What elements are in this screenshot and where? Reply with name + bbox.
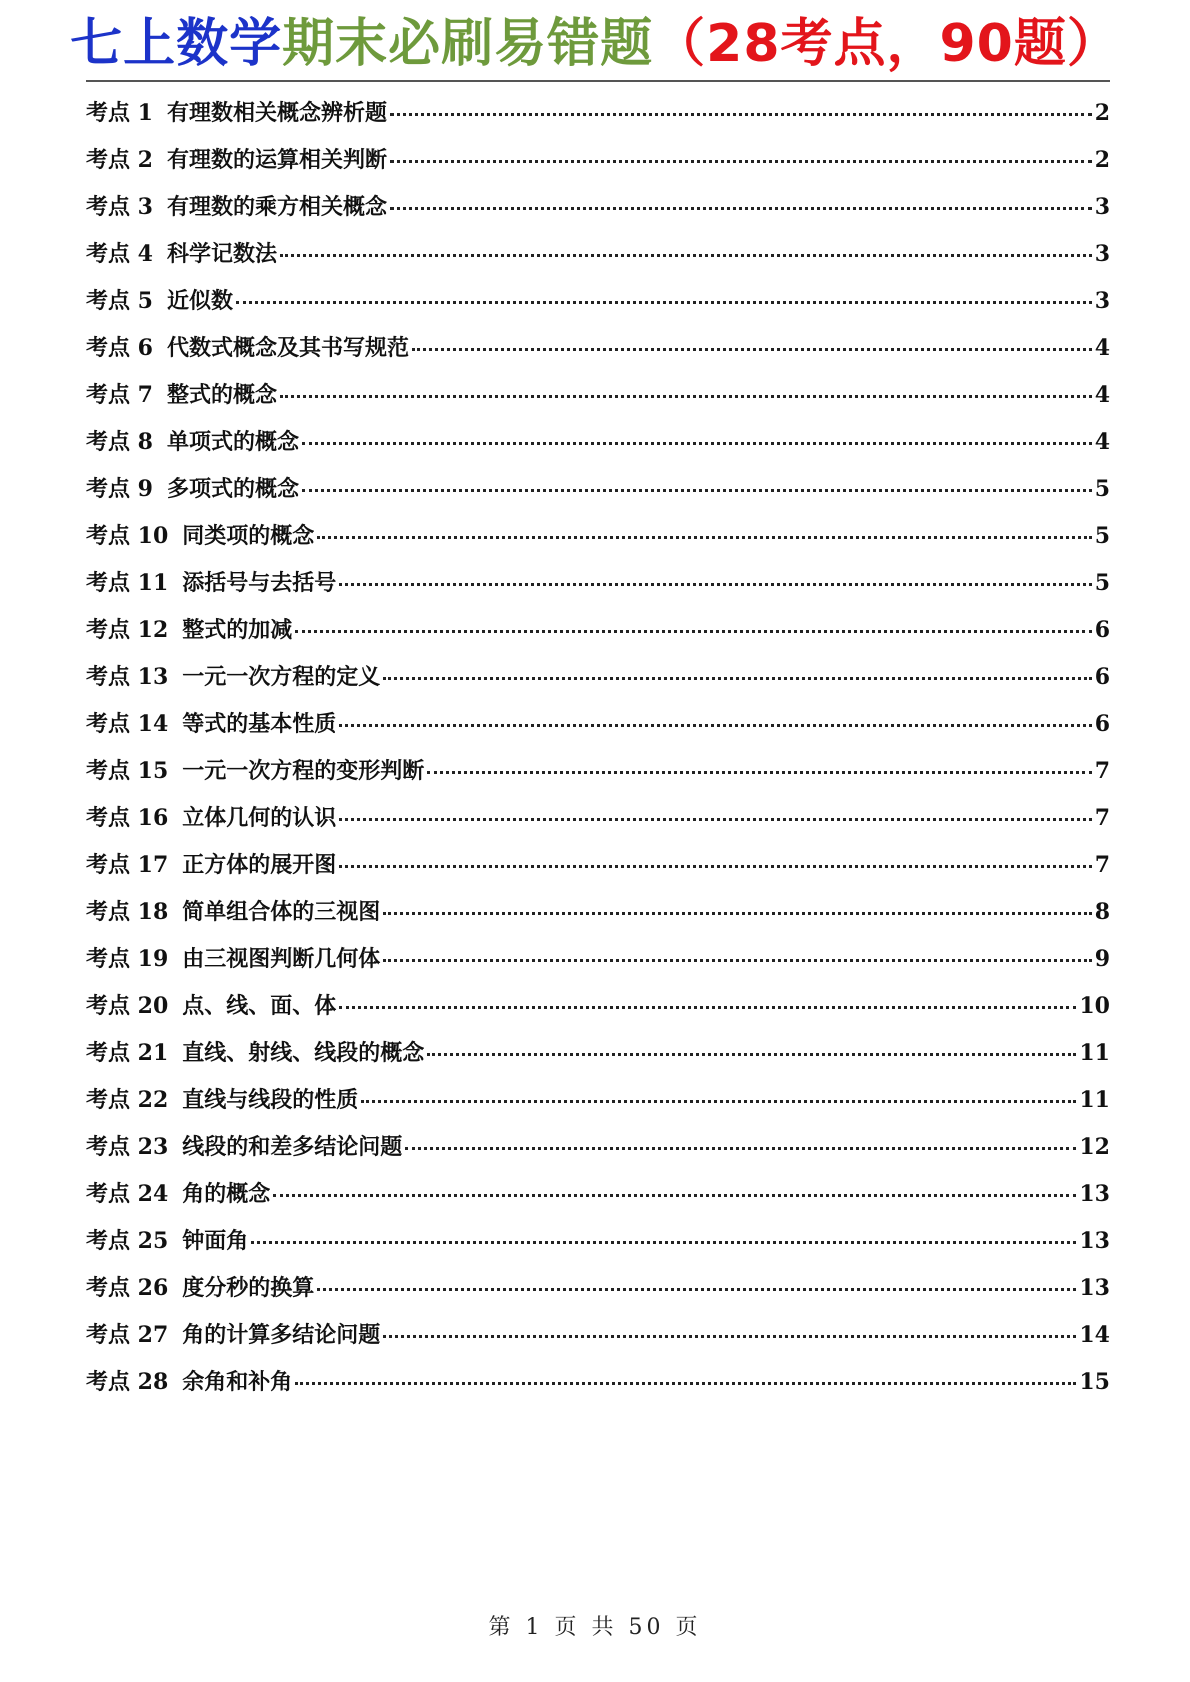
- toc-entry[interactable]: [86, 184, 1110, 231]
- toc-dot-leader: [383, 677, 1091, 680]
- title-part-grade: 七上数学: [70, 14, 283, 74]
- toc-entry-title: 有理数的乘方相关概念: [166, 194, 387, 220]
- toc-entry-page: 6: [1094, 664, 1110, 690]
- toc-dot-leader: [236, 301, 1092, 304]
- toc-entry-title: 度分秒的换算: [182, 1275, 315, 1301]
- toc-entry-number: 考点 20: [86, 993, 169, 1019]
- toc-entry[interactable]: [86, 748, 1110, 795]
- toc-dot-leader: [339, 865, 1091, 868]
- document-title: [0, 8, 1190, 80]
- toc-entry-number: 考点 1: [86, 100, 153, 126]
- toc-entry-number: 考点 7: [86, 382, 153, 408]
- toc-entry[interactable]: [86, 325, 1110, 372]
- toc-dot-leader: [383, 959, 1091, 962]
- toc-entry-title: 简单组合体的三视图: [182, 899, 381, 925]
- toc-entry-title: 等式的基本性质: [182, 711, 337, 737]
- toc-entry-page: 15: [1079, 1369, 1110, 1395]
- toc-entry-number: 考点 13: [86, 664, 169, 690]
- toc-entry-number: 考点 19: [86, 946, 169, 972]
- toc-entry-page: 2: [1094, 100, 1110, 126]
- toc-entry-number: 考点 26: [86, 1275, 169, 1301]
- toc-entry-title: 科学记数法: [166, 241, 277, 267]
- toc-entry-number: 考点 18: [86, 899, 169, 925]
- toc-entry-title: 代数式概念及其书写规范: [166, 335, 409, 361]
- toc-entry-title: 一元一次方程的变形判断: [182, 758, 425, 784]
- toc-entry-number: 考点 8: [86, 429, 153, 455]
- toc-dot-leader: [383, 1335, 1076, 1338]
- toc-entry[interactable]: [86, 466, 1110, 513]
- toc-entry-page: 3: [1094, 288, 1110, 314]
- toc-entry-number: 考点 6: [86, 335, 153, 361]
- toc-entry-page: 7: [1094, 805, 1110, 831]
- toc-entry[interactable]: [86, 1265, 1110, 1312]
- toc-entry[interactable]: [86, 372, 1110, 419]
- toc-entry-title: 一元一次方程的定义: [182, 664, 381, 690]
- toc-entry-title: 多项式的概念: [166, 476, 299, 502]
- toc-entry[interactable]: [86, 1359, 1110, 1406]
- toc-entry-title: 直线与线段的性质: [182, 1087, 359, 1113]
- toc-dot-leader: [280, 395, 1092, 398]
- table-of-contents: [86, 90, 1110, 1406]
- toc-entry-title: 正方体的展开图: [182, 852, 337, 878]
- toc-entry-number: 考点 4: [86, 241, 153, 267]
- toc-entry-title: 角的概念: [182, 1181, 271, 1207]
- toc-entry-page: 4: [1094, 335, 1110, 361]
- toc-entry-page: 4: [1094, 382, 1110, 408]
- toc-entry-page: 13: [1079, 1228, 1110, 1254]
- toc-entry-number: 考点 28: [86, 1369, 169, 1395]
- toc-entry-title: 单项式的概念: [166, 429, 299, 455]
- toc-entry[interactable]: [86, 701, 1110, 748]
- toc-entry[interactable]: [86, 560, 1110, 607]
- toc-entry[interactable]: [86, 842, 1110, 889]
- toc-entry-page: 5: [1094, 570, 1110, 596]
- toc-dot-leader: [273, 1194, 1076, 1197]
- toc-entry-number: 考点 23: [86, 1134, 169, 1160]
- toc-entry-page: 3: [1094, 241, 1110, 267]
- toc-entry-number: 考点 2: [86, 147, 153, 173]
- toc-entry-title: 由三视图判断几何体: [182, 946, 381, 972]
- toc-entry-number: 考点 12: [86, 617, 169, 643]
- toc-entry[interactable]: [86, 1030, 1110, 1077]
- toc-entry[interactable]: [86, 137, 1110, 184]
- toc-entry-title: 钟面角: [182, 1228, 249, 1254]
- toc-entry[interactable]: [86, 419, 1110, 466]
- toc-entry[interactable]: [86, 278, 1110, 325]
- title-part-count: （28考点，90题）: [653, 14, 1120, 74]
- toc-entry-title: 添括号与去括号: [182, 570, 337, 596]
- toc-entry-number: 考点 21: [86, 1040, 169, 1066]
- toc-dot-leader: [251, 1241, 1076, 1244]
- toc-entry[interactable]: [86, 983, 1110, 1030]
- toc-entry-number: 考点 10: [86, 523, 169, 549]
- toc-entry-title: 同类项的概念: [182, 523, 315, 549]
- toc-entry-number: 考点 14: [86, 711, 169, 737]
- toc-entry-page: 11: [1079, 1040, 1110, 1066]
- toc-dot-leader: [390, 113, 1092, 116]
- toc-dot-leader: [383, 912, 1091, 915]
- toc-entry-title: 余角和补角: [182, 1369, 293, 1395]
- toc-entry-number: 考点 27: [86, 1322, 169, 1348]
- toc-entry-title: 整式的加减: [182, 617, 293, 643]
- toc-entry-number: 考点 5: [86, 288, 153, 314]
- toc-entry-title: 有理数的运算相关判断: [166, 147, 387, 173]
- toc-entry-page: 14: [1079, 1322, 1110, 1348]
- toc-entry-page: 8: [1094, 899, 1110, 925]
- toc-entry-page: 13: [1079, 1181, 1110, 1207]
- toc-entry-page: 11: [1079, 1087, 1110, 1113]
- toc-entry-number: 考点 16: [86, 805, 169, 831]
- toc-entry-number: 考点 22: [86, 1087, 169, 1113]
- toc-entry-number: 考点 25: [86, 1228, 169, 1254]
- toc-entry-title: 近似数: [166, 288, 233, 314]
- toc-dot-leader: [339, 1006, 1076, 1009]
- toc-entry[interactable]: [86, 654, 1110, 701]
- toc-dot-leader: [280, 254, 1092, 257]
- toc-entry[interactable]: [86, 1124, 1110, 1171]
- toc-entry-page: 5: [1094, 476, 1110, 502]
- toc-dot-leader: [427, 1053, 1076, 1056]
- toc-entry-page: 6: [1094, 617, 1110, 643]
- toc-entry-number: 考点 17: [86, 852, 169, 878]
- toc-entry-title: 角的计算多结论问题: [182, 1322, 381, 1348]
- toc-entry-number: 考点 15: [86, 758, 169, 784]
- toc-entry[interactable]: [86, 1077, 1110, 1124]
- toc-entry-page: 7: [1094, 852, 1110, 878]
- title-divider: [86, 80, 1110, 82]
- toc-entry-number: 考点 3: [86, 194, 153, 220]
- toc-entry-page: 2: [1094, 147, 1110, 173]
- toc-entry-page: 7: [1094, 758, 1110, 784]
- page-footer: 第 1 页 共 50 页: [488, 1615, 702, 1640]
- toc-dot-leader: [302, 442, 1092, 445]
- toc-dot-leader: [302, 489, 1092, 492]
- toc-entry-title: 点、线、面、体: [182, 993, 337, 1019]
- toc-entry-number: 考点 24: [86, 1181, 169, 1207]
- toc-entry-page: 4: [1094, 429, 1110, 455]
- toc-dot-leader: [412, 348, 1092, 351]
- toc-entry[interactable]: [86, 1312, 1110, 1359]
- toc-dot-leader: [405, 1147, 1076, 1150]
- toc-entry[interactable]: [86, 1218, 1110, 1265]
- toc-entry[interactable]: [86, 513, 1110, 560]
- toc-dot-leader: [390, 207, 1092, 210]
- toc-entry[interactable]: [86, 889, 1110, 936]
- toc-entry[interactable]: [86, 936, 1110, 983]
- toc-entry[interactable]: [86, 1171, 1110, 1218]
- toc-entry[interactable]: [86, 231, 1110, 278]
- toc-entry-page: 12: [1079, 1134, 1110, 1160]
- toc-dot-leader: [317, 536, 1091, 539]
- toc-dot-leader: [339, 583, 1091, 586]
- toc-entry-title: 直线、射线、线段的概念: [182, 1040, 425, 1066]
- toc-entry-page: 5: [1094, 523, 1110, 549]
- toc-dot-leader: [339, 818, 1091, 821]
- toc-dot-leader: [339, 724, 1091, 727]
- toc-entry[interactable]: [86, 90, 1110, 137]
- toc-dot-leader: [390, 160, 1092, 163]
- toc-dot-leader: [295, 1382, 1076, 1385]
- toc-dot-leader: [317, 1288, 1076, 1291]
- toc-entry-number: 考点 9: [86, 476, 153, 502]
- toc-entry-title: 线段的和差多结论问题: [182, 1134, 403, 1160]
- toc-entry-page: 10: [1079, 993, 1110, 1019]
- toc-dot-leader: [295, 630, 1091, 633]
- toc-dot-leader: [427, 771, 1091, 774]
- toc-entry[interactable]: [86, 607, 1110, 654]
- toc-entry-number: 考点 11: [86, 570, 169, 596]
- toc-entry[interactable]: [86, 795, 1110, 842]
- toc-entry-page: 3: [1094, 194, 1110, 220]
- toc-entry-title: 立体几何的认识: [182, 805, 337, 831]
- toc-entry-title: 整式的概念: [166, 382, 277, 408]
- toc-entry-title: 有理数相关概念辨析题: [166, 100, 387, 126]
- title-part-subject: 期末必刷易错题: [282, 14, 654, 74]
- toc-entry-page: 6: [1094, 711, 1110, 737]
- toc-entry-page: 13: [1079, 1275, 1110, 1301]
- toc-dot-leader: [361, 1100, 1076, 1103]
- toc-entry-page: 9: [1094, 946, 1110, 972]
